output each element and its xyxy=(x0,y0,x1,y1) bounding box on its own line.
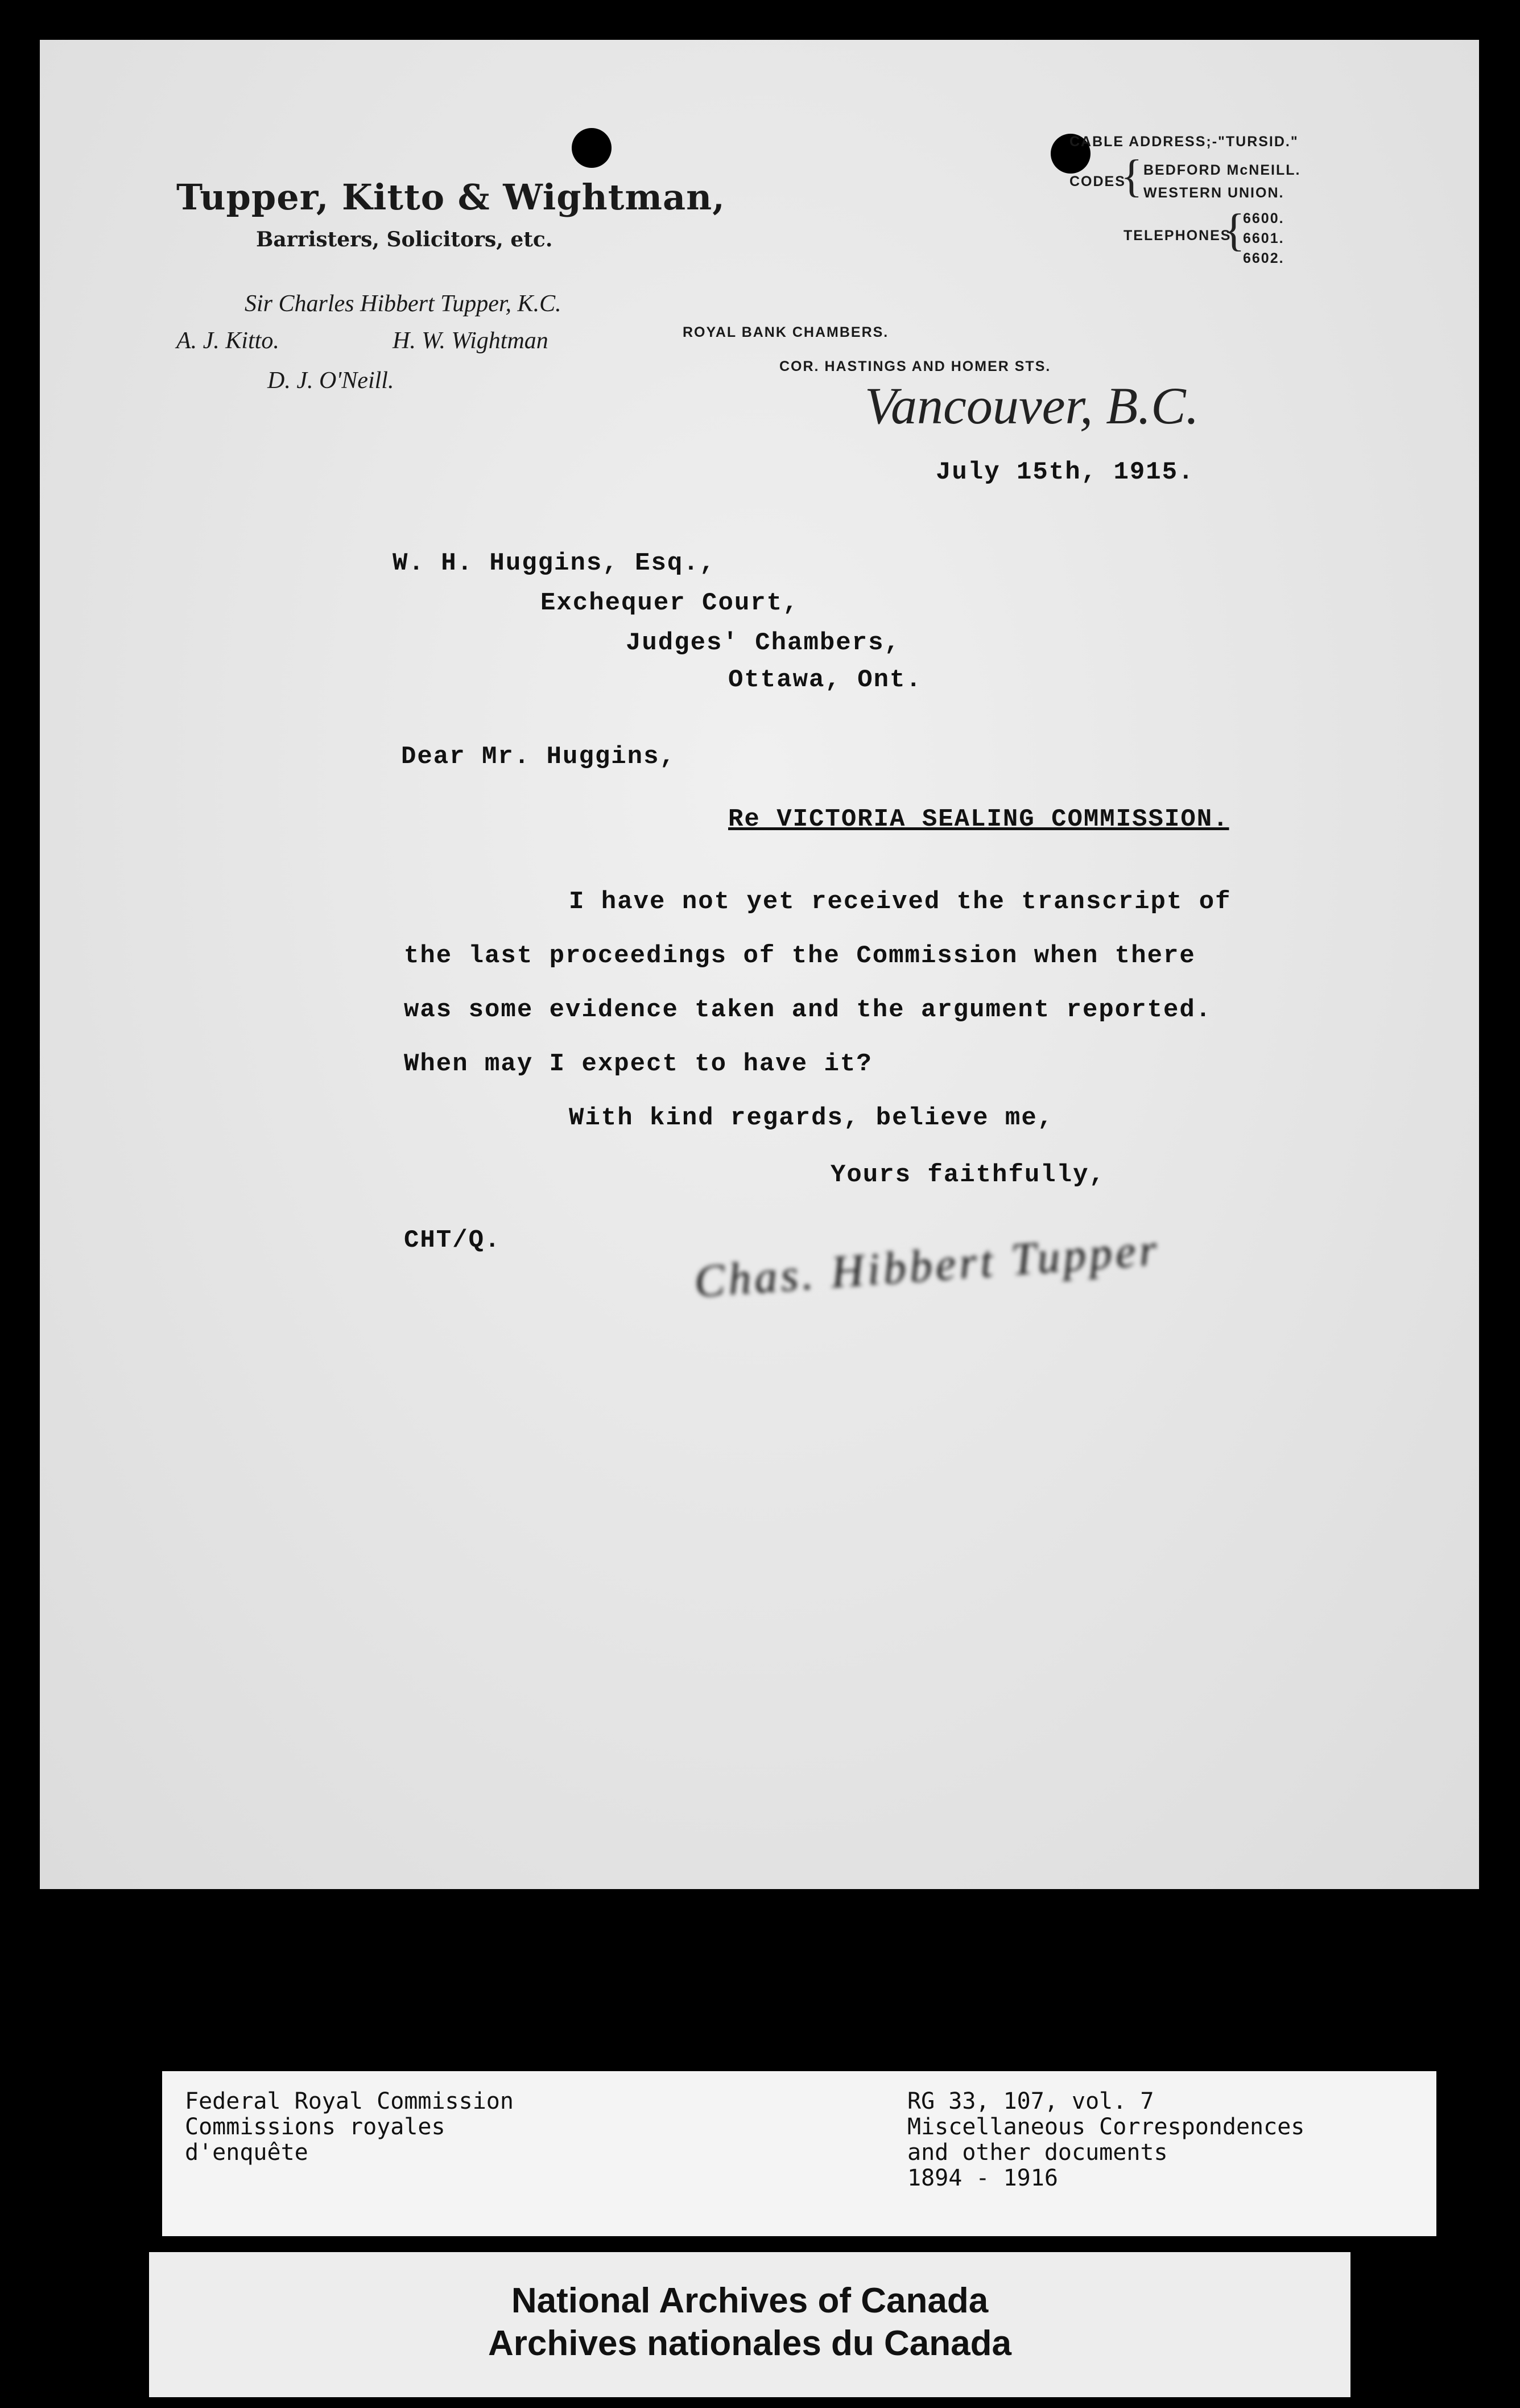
telephone-2: 6601. xyxy=(1243,230,1284,246)
recipient-court: Exchequer Court, xyxy=(540,589,799,617)
closing-yours: Yours faithfully, xyxy=(831,1161,1105,1189)
partner-wightman: H. W. Wightman xyxy=(393,328,548,354)
body-line-2: the last proceedings of the Commission when there xyxy=(404,942,1196,970)
code-western-union: WESTERN UNION. xyxy=(1143,185,1284,201)
city-name: Vancouver, B.C. xyxy=(865,377,1199,435)
cable-address: CABLE ADDRESS;-"TURSID." xyxy=(1069,134,1299,150)
archive-label xyxy=(162,2071,1436,2236)
institution-french: Archives nationales du Canada xyxy=(488,2324,1011,2363)
label-left-3: d'enquête xyxy=(185,2139,308,2166)
partner-tupper: Sir Charles Hibbert Tupper, K.C. xyxy=(245,291,561,317)
telephone-1: 6600. xyxy=(1243,211,1284,226)
street-corner: COR. HASTINGS AND HOMER STS. xyxy=(779,358,1051,374)
building-name: ROYAL BANK CHAMBERS. xyxy=(683,324,889,340)
partner-oneill: D. J. O'Neill. xyxy=(267,368,394,394)
telephones-label: TELEPHONES xyxy=(1124,228,1232,244)
letter-sheet xyxy=(40,40,1479,1889)
subject-line: Re VICTORIA SEALING COMMISSION. xyxy=(728,805,1229,834)
label-right-3: and other documents xyxy=(907,2139,1168,2166)
recipient-city: Ottawa, Ont. xyxy=(728,666,922,694)
label-right-2: Miscellaneous Correspondences xyxy=(907,2114,1305,2140)
codes-brace: { xyxy=(1121,151,1143,201)
closing-regards: With kind regards, believe me, xyxy=(569,1104,1054,1132)
label-left-2: Commissions royales xyxy=(185,2114,445,2140)
institution-english: National Archives of Canada xyxy=(511,2281,989,2320)
firm-subtitle: Barristers, Solicitors, etc. xyxy=(256,228,553,251)
recipient-name: W. H. Huggins, Esq., xyxy=(393,549,716,578)
firm-name: Tupper, Kitto & Wightman, xyxy=(176,176,725,218)
telephone-3: 6602. xyxy=(1243,250,1284,266)
punch-hole-left xyxy=(572,128,612,168)
body-line-3: was some evidence taken and the argument reported. xyxy=(404,996,1212,1024)
handwritten-signature: Chas. Hibbert Tupper xyxy=(692,1224,1162,1308)
code-bedford: BEDFORD McNEILL. xyxy=(1143,162,1301,178)
institution-banner xyxy=(149,2252,1350,2397)
salutation: Dear Mr. Huggins, xyxy=(401,743,676,771)
codes-label: CODES xyxy=(1069,174,1126,189)
body-line-4: When may I expect to have it? xyxy=(404,1050,873,1078)
label-right-1: RG 33, 107, vol. 7 xyxy=(907,2088,1154,2114)
recipient-chambers: Judges' Chambers, xyxy=(626,629,901,657)
letter-date: July 15th, 1915. xyxy=(936,458,1195,486)
label-left-1: Federal Royal Commission xyxy=(185,2088,514,2114)
telephones-brace: { xyxy=(1223,205,1245,255)
partner-kitto: A. J. Kitto. xyxy=(176,328,279,354)
typist-initials: CHT/Q. xyxy=(404,1226,501,1255)
body-line-1: I have not yet received the transcript of xyxy=(569,888,1232,916)
label-right-4: 1894 - 1916 xyxy=(907,2165,1058,2191)
